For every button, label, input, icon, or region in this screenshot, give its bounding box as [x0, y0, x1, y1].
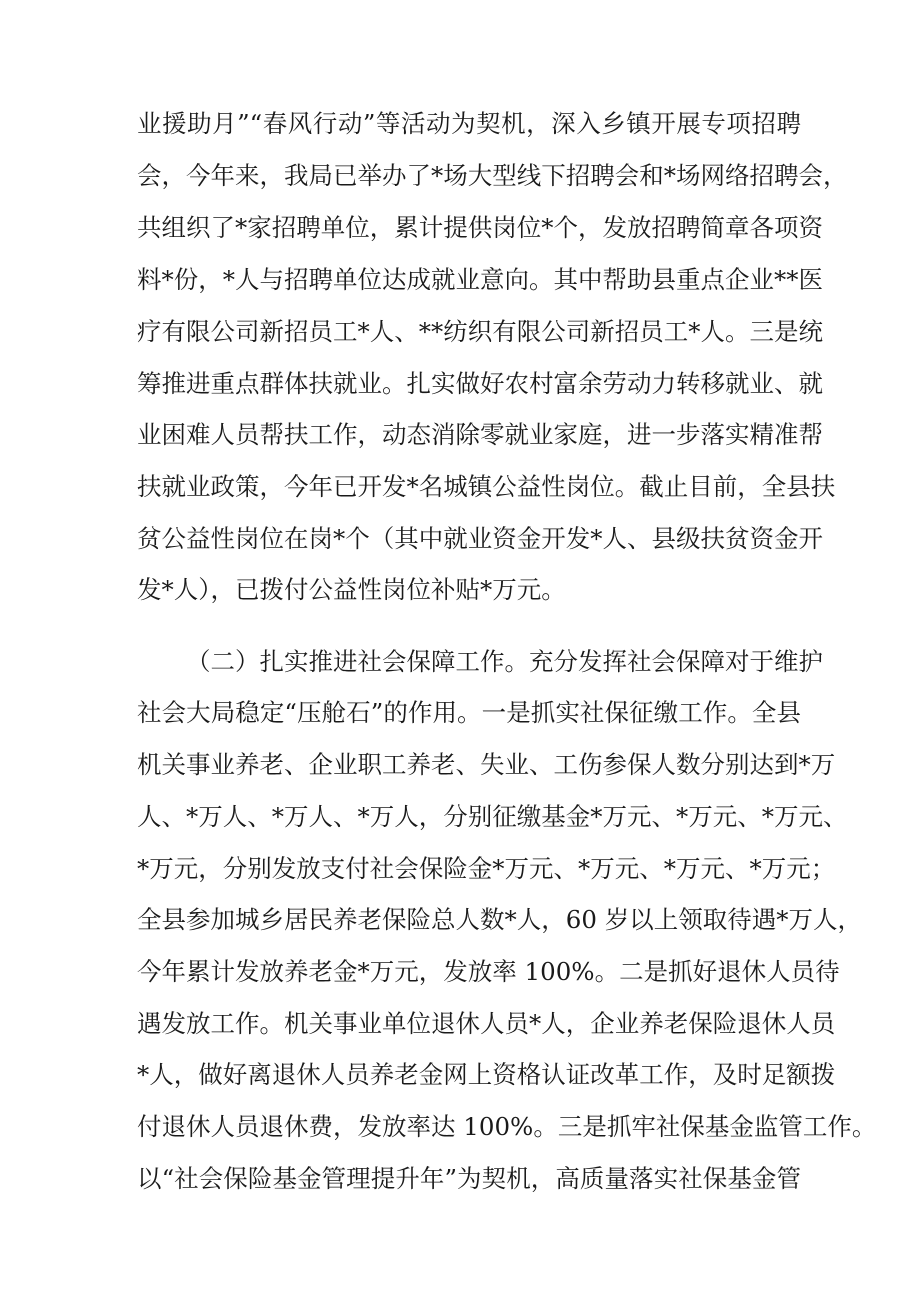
text-line: 遇发放工作。机关事业单位退休人员*人，企业养老保险退休人员 — [137, 1009, 836, 1038]
text-line: 人、*万人、*万人、*万人，分别征缴基金*万元、*万元、*万元、 — [137, 802, 848, 831]
text-line: 业援助月”“春风行动”等活动为契机，深入乡镇开展专项招聘 — [137, 109, 801, 138]
text-line: 疗有限公司新招员工*人、**纺织有限公司新招员工*人。三是统 — [137, 317, 823, 346]
text-line: *人，做好离退休人员养老金网上资格认证改革工作，及时足额拨 — [137, 1060, 836, 1089]
section-heading-line: （二）扎实推进社会保障工作。充分发挥社会保障对于维护 — [186, 647, 823, 676]
text-line: 机关事业养老、企业职工养老、失业、工伤参保人数分别达到*万 — [137, 750, 836, 779]
text-line: 贫公益性岗位在岗*个（其中就业资金开发*人、县级扶贫资金开 — [137, 524, 823, 553]
text-line: 社会大局稳定“压舱石”的作用。一是抓实社保征缴工作。全县 — [137, 698, 801, 727]
text-line: 以“社会保险基金管理提升年”为契机，高质量落实社保基金管 — [137, 1164, 801, 1193]
text-line: 付退休人员退休费，发放率达 100%。三是抓牢社保基金监管工作。 — [137, 1112, 877, 1141]
text-line: 会，今年来，我局已举办了*场大型线下招聘会和*场网络招聘会， — [137, 161, 848, 190]
text-line: 筹推进重点群体扶就业。扎实做好农村富余劳动力转移就业、就 — [137, 369, 823, 398]
text-line: 共组织了*家招聘单位，累计提供岗位*个，发放招聘简章各项资 — [137, 213, 823, 242]
text-line: *万元，分别发放支付社会保险金*万元、*万元、*万元、*万元； — [137, 854, 836, 883]
text-line: 料*份，*人与招聘单位达成就业意向。其中帮助县重点企业**医 — [137, 265, 823, 294]
text-line: 扶就业政策，今年已开发*名城镇公益性岗位。截止目前，全县扶 — [137, 472, 836, 501]
text-line: 发*人），已拨付公益性岗位补贴*万元。 — [137, 575, 566, 604]
text-line: 今年累计发放养老金*万元，发放率 100%。二是抓好退休人员待 — [137, 957, 840, 986]
text-line: 全县参加城乡居民养老保险总人数*人，60 岁以上领取待遇*万人， — [137, 905, 862, 934]
text-line: 业困难人员帮扶工作，动态消除零就业家庭，进一步落实精准帮 — [137, 420, 823, 449]
